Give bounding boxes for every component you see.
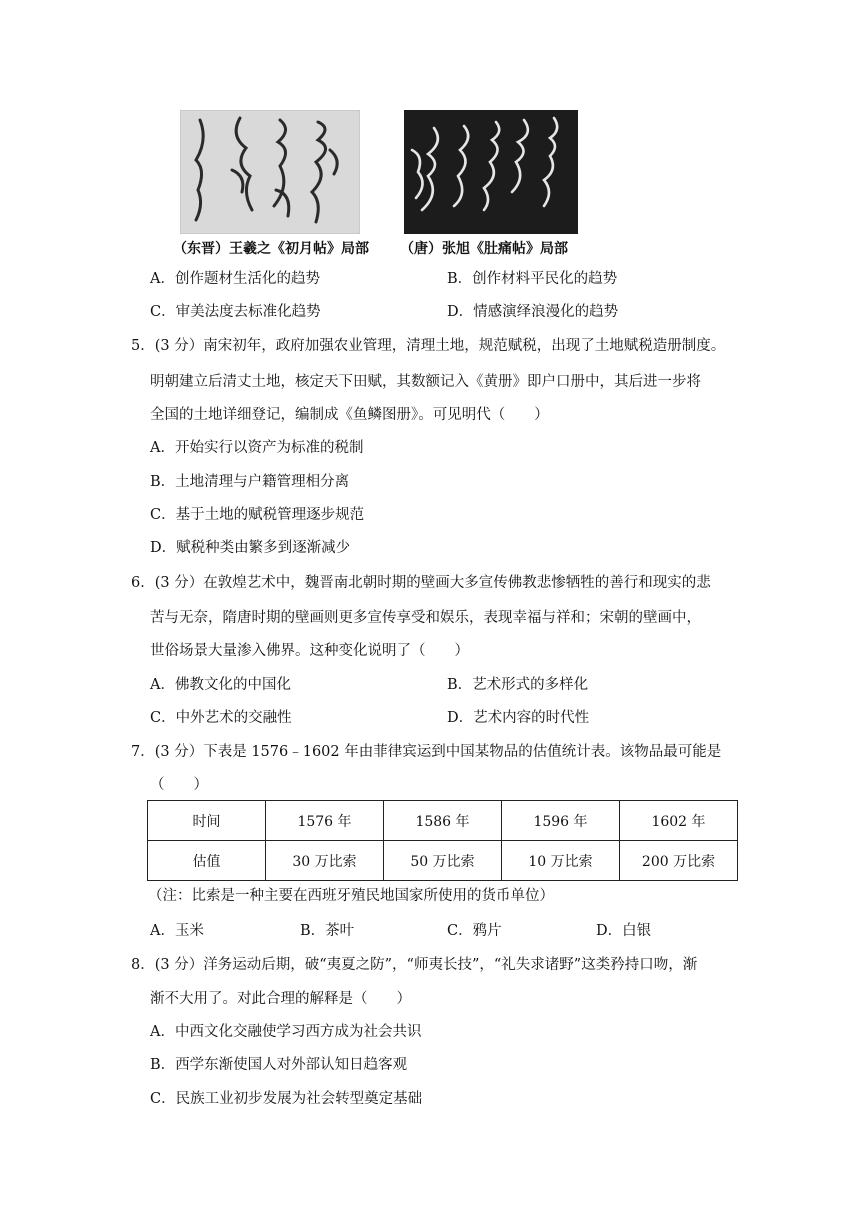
q7-note: （注：比索是一种主要在西班牙殖民地国家所使用的货币单位）	[148, 888, 554, 904]
q4-option-b: B．创作材料平民化的趋势	[447, 271, 618, 287]
q6-option-b: B．艺术形式的多样化	[447, 677, 589, 693]
q7-stem-line-2: （ ）	[150, 777, 208, 793]
table-cell: 估值	[148, 841, 266, 881]
q6-stem-line-2: 苦与无奈，隋唐时期的壁画则更多宣传享受和娱乐，表现幸福与祥和；宋朝的壁画中，	[150, 610, 701, 626]
q5-stem-line-2: 明朝建立后清丈土地，核定天下田赋，其数额记入《黄册》即户口册中，其后进一步将	[150, 374, 701, 390]
q8-option-a: A．中西文化交融使学习西方成为社会共识	[150, 1024, 422, 1040]
table-cell: 1586 年	[384, 801, 502, 841]
q5-option-d: D．赋税种类由繁多到逐渐减少	[150, 540, 351, 556]
q5-option-a: A．开始实行以资产为标准的税制	[150, 440, 364, 456]
calligraphy-image-zhangxu	[404, 110, 578, 234]
table-cell: 30 万比索	[266, 841, 384, 881]
figure-caption-left: （东晋）王羲之《初月帖》局部	[173, 241, 369, 257]
table-row	[148, 841, 738, 881]
q7-estimate-table	[147, 800, 738, 881]
table-cell: 10 万比索	[502, 841, 620, 881]
q8-stem-line-2: 渐不大用了。对此合理的解释是（ ）	[150, 991, 411, 1007]
q8-option-c: C．民族工业初步发展为社会转型奠定基础	[150, 1091, 423, 1107]
q6-option-c: C．中外艺术的交融性	[150, 710, 292, 726]
table-row	[148, 801, 738, 841]
q4-option-d: D．情感演绎浪漫化的趋势	[447, 304, 619, 320]
q7-option-c: C．鸦片	[447, 923, 502, 939]
q4-option-c: C．审美法度去标准化趋势	[150, 304, 321, 320]
q5-stem-line-3: 全国的土地详细登记，编制成《鱼鳞图册》。可见明代（ ）	[150, 407, 549, 423]
q8-option-b: B．西学东渐使国人对外部认知日趋客观	[150, 1057, 408, 1073]
q4-option-a: A．创作题材生活化的趋势	[150, 271, 320, 287]
calligraphy-image-wangxizhi	[180, 110, 360, 234]
q6-stem-line-1: 6．(3 分）在敦煌艺术中，魏晋南北朝时期的壁画大多宣传佛教悲惨牺牲的善行和现实的悲	[131, 575, 711, 591]
q7-stem-line-1: 7．(3 分）下表是 1576﹣1602 年由菲律宾运到中国某物品的估值统计表。该物品最可能是	[131, 744, 722, 760]
table-cell: 时间	[148, 801, 266, 841]
q5-option-b: B．土地清理与户籍管理相分离	[150, 474, 350, 490]
table-cell: 50 万比索	[384, 841, 502, 881]
q6-option-d: D．艺术内容的时代性	[447, 710, 590, 726]
table-cell: 200 万比索	[620, 841, 738, 881]
q6-option-a: A．佛教文化的中国化	[150, 677, 291, 693]
q5-option-c: C．基于土地的赋税管理逐步规范	[150, 507, 365, 523]
table-cell: 1596 年	[502, 801, 620, 841]
q8-stem-line-1: 8．(3 分）洋务运动后期，破“夷夏之防”，“师夷长技”，“礼失求诸野”这类矜持口吻，渐	[131, 957, 698, 973]
q5-stem-line-1: 5．(3 分）南宋初年，政府加强农业管理，清理土地，规范赋税，出现了土地赋税造册制度。	[131, 338, 726, 354]
figure-caption-right: （唐）张旭《肚痛帖》局部	[400, 241, 568, 257]
q7-option-a: A．玉米	[150, 923, 204, 939]
q7-option-d: D．白银	[596, 923, 652, 939]
q7-option-b: B．茶叶	[300, 923, 355, 939]
table-cell: 1602 年	[620, 801, 738, 841]
q6-stem-line-3: 世俗场景大量渗入佛界。这种变化说明了（ ）	[150, 643, 469, 659]
table-cell: 1576 年	[266, 801, 384, 841]
